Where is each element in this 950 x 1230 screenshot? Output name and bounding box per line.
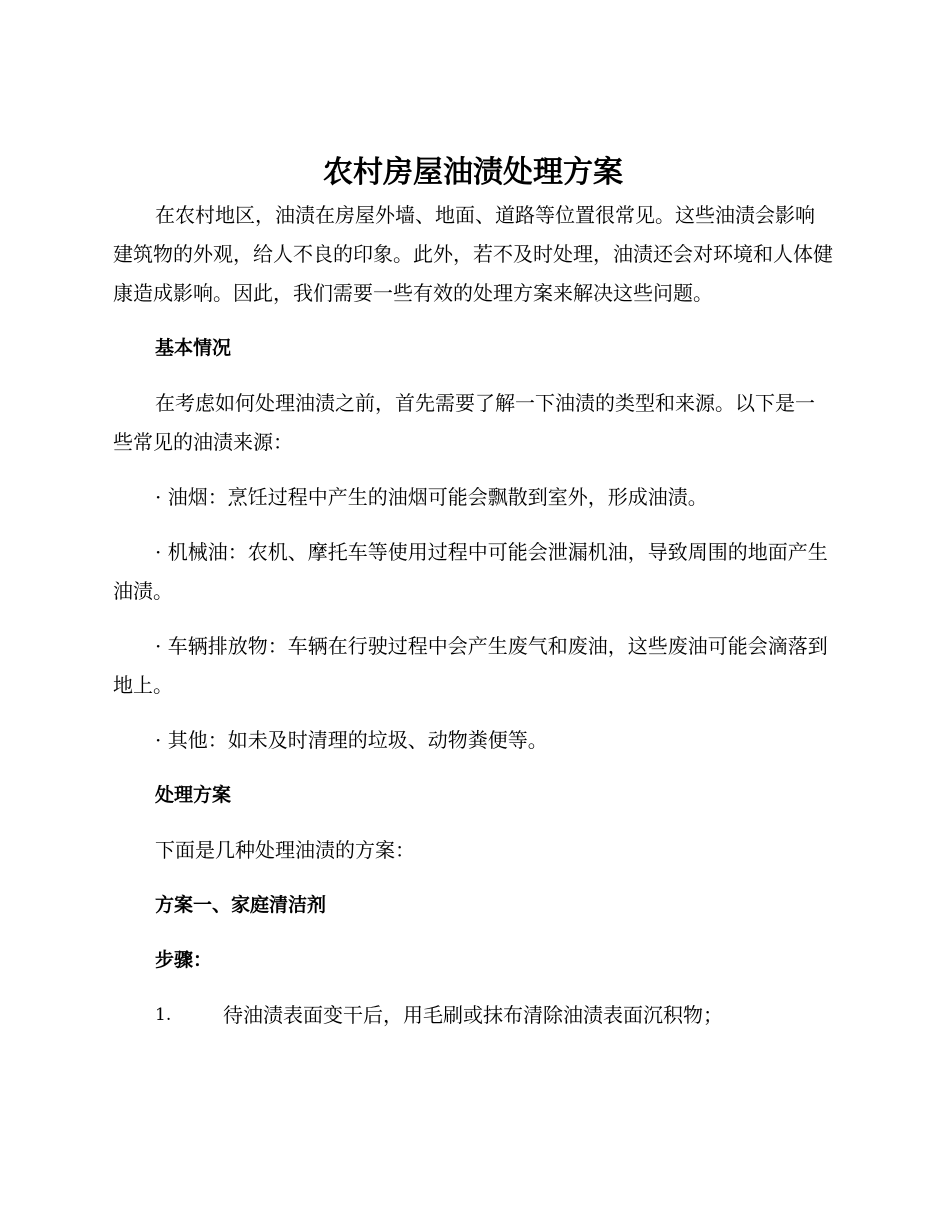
plan-heading-household-cleaner: 方案一、家庭清洁剂 [155, 894, 327, 916]
bullet-item-other: · 其他：如未及时清理的垃圾、动物粪便等。 [155, 728, 548, 752]
document-title: 农村房屋油渍处理方案 [323, 155, 623, 190]
list-item-number: 1. [155, 1005, 172, 1025]
basic-situation-paragraph: 在考虑如何处理油渍之前，首先需要了解一下油渍的类型和来源。以下是一些常见的油渍来源： [113, 391, 815, 454]
solutions-paragraph: 下面是几种处理油渍的方案： [155, 838, 415, 862]
list-item [113, 996, 833, 1035]
steps-heading: 步骤： [155, 949, 213, 971]
bullet-item-vehicle-emissions: · 车辆排放物：车辆在行驶过程中会产生废气和废油，这些废油可能会滴落到地上。 [113, 634, 828, 697]
bullet-item-oil-smoke: · 油烟：烹饪过程中产生的油烟可能会飘散到室外，形成油渍。 [155, 485, 708, 509]
section-heading-solutions: 处理方案 [155, 784, 232, 806]
section-heading-basic-situation: 基本情况 [155, 337, 232, 359]
intro-paragraph: 在农村地区，油渍在房屋外墙、地面、道路等位置很常见。这些油渍会影响建筑物的外观，给人不良的印象。此外，若不及时处理，油渍还会对环境和人体健康造成影响。因此，我们需要一些有效的处理方案来解决这些问题。 [113, 203, 833, 305]
list-item-text: 待油渍表面变干后，用毛刷或抹布清除油渍表面沉积物； [223, 1003, 723, 1027]
document-content [113, 150, 833, 1035]
bullet-item-machine-oil: · 机械油：农机、摩托车等使用过程中可能会泄漏机油，导致周围的地面产生油渍。 [113, 540, 828, 603]
